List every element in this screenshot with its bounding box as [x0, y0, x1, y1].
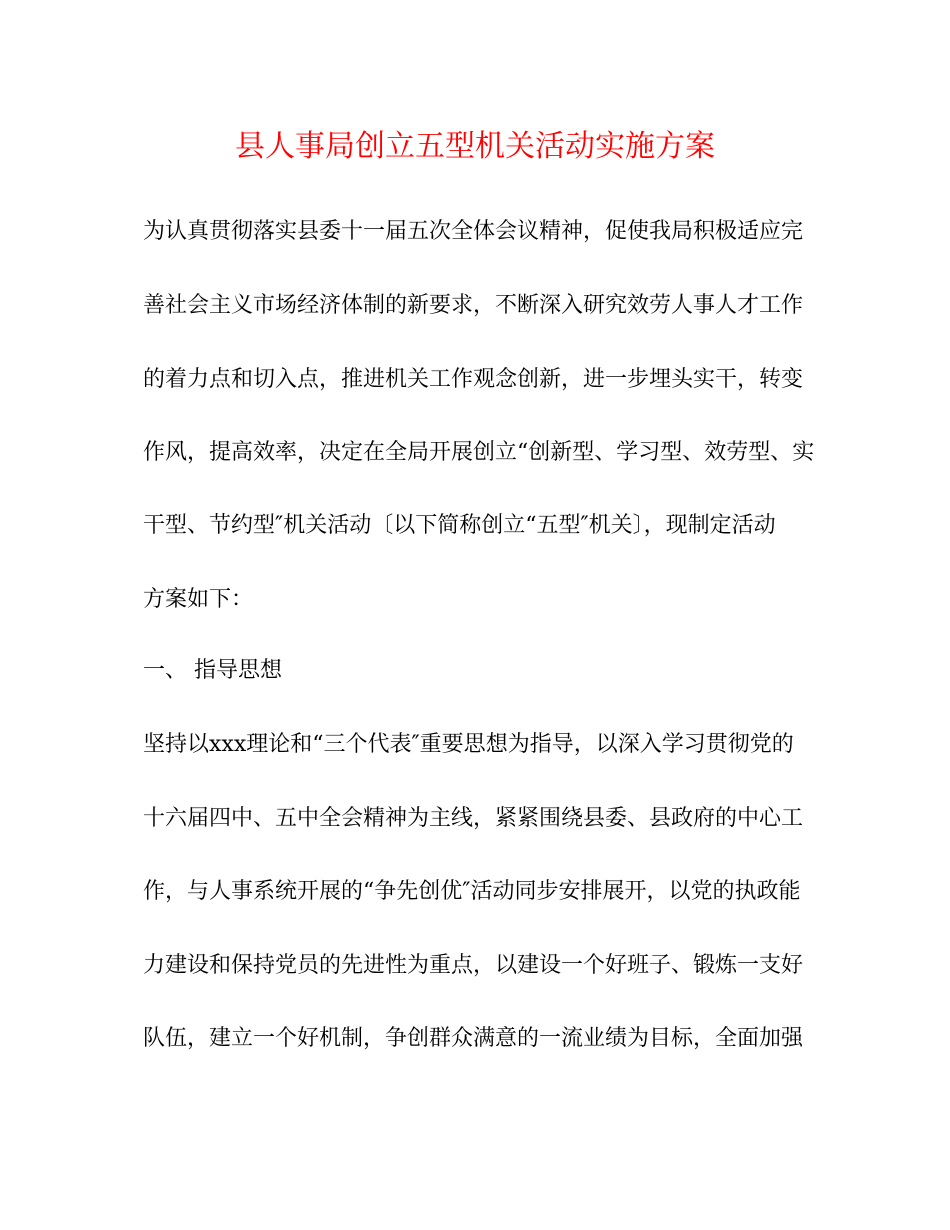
- section-line: 十六届四中、五中全会精神为主线，紧紧围绕县委、县政府的中心工: [143, 806, 804, 831]
- section-line: 坚持以xxx理论和“三个代表″重要思想为指导，以深入学习贯彻党的: [143, 732, 794, 757]
- intro-line: 方案如下：: [143, 587, 254, 612]
- section-line: 作，与人事系统开展的“争先创优″活动同步安排展开，以党的执政能: [143, 879, 801, 904]
- document-title: 县人事局创立五型机关活动实施方案: [235, 129, 715, 164]
- intro-line: 的着力点和切入点，推进机关工作观念创新，进一步埋头实干，转变: [143, 367, 804, 392]
- intro-line: 善社会主义市场经济体制的新要求，不断深入研究效劳人事人才工作: [143, 293, 804, 318]
- section-heading: 一、 指导思想: [143, 658, 282, 683]
- intro-line: 作风，提高效率，决定在全局开展创立“创新型、学习型、效劳型、实: [143, 440, 815, 465]
- section-line: 队伍，建立一个好机制，争创群众满意的一流业绩为目标，全面加强: [143, 1026, 804, 1051]
- intro-line: 为认真贯彻落实县委十一届五次全体会议精神，促使我局积极适应完: [143, 219, 804, 244]
- intro-line: 干型、节约型″机关活动〔以下简称创立“五型″机关〕，现制定活动: [143, 513, 776, 538]
- section-line: 力建设和保持党员的先进性为重点，以建设一个好班子、锻炼一支好: [143, 953, 804, 978]
